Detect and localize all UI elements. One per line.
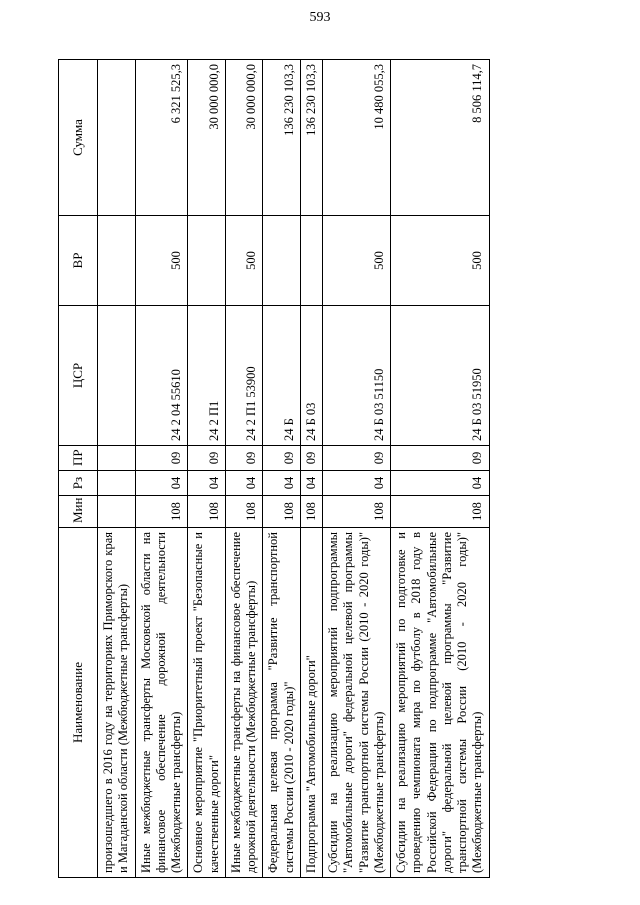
row-pr: 09 [323, 446, 391, 471]
row-pr: 09 [263, 446, 301, 471]
row-csr: 24 Б 03 51950 [391, 306, 490, 446]
row-vr [188, 216, 226, 306]
row-name: Иные межбюджетные трансферты Московской области на финансовое обеспечение дорожной деятельности (Межбюджетные трансферты) [135, 528, 188, 878]
row-csr: 24 2 П1 53900 [225, 306, 263, 446]
row-csr: 24 Б 03 51150 [323, 306, 391, 446]
row-csr: 24 2 04 55610 [135, 306, 188, 446]
row-sum: 8 506 114,7 [391, 60, 490, 216]
row-vr: 500 [323, 216, 391, 306]
row-vr [98, 216, 136, 306]
row-name: Основное мероприятие "Приоритетный проект "Безопасные и качественные дороги" [188, 528, 226, 878]
row-min: 108 [391, 496, 490, 528]
table-row [300, 60, 322, 878]
row-rz: 04 [323, 471, 391, 496]
row-name: произошедшего в 2016 году на территориях Приморского края и Магаданской области (Межбюджетные трансферты) [98, 528, 136, 878]
row-sum [98, 60, 136, 216]
row-pr: 09 [300, 446, 322, 471]
row-name: Федеральная целевая программа "Развитие транспортной системы России (2010 - 2020 годы)" [263, 528, 301, 878]
row-min: 108 [225, 496, 263, 528]
row-name: Субсидии на реализацию мероприятий по подготовке и проведению чемпионата мира по футболу в 2018 году в Российской Федерации по подпрограмме "Автомобильные дороги" федеральной целевой программы "Развитие транспортной системы России (2010 - 2020 годы)" (Межбюджетные трансферты) [391, 528, 490, 878]
row-sum: 30 000 000,0 [225, 60, 263, 216]
table-row [98, 60, 136, 878]
table-row [391, 60, 490, 878]
row-vr: 500 [391, 216, 490, 306]
row-pr [98, 446, 136, 471]
row-min: 108 [323, 496, 391, 528]
row-min: 108 [135, 496, 188, 528]
page-number: 593 [309, 10, 331, 25]
row-sum: 6 321 525,3 [135, 60, 188, 216]
row-vr [300, 216, 322, 306]
row-name: Подпрограмма "Автомобильные дороги" [300, 528, 322, 878]
header-rz: Рз [59, 471, 98, 496]
row-rz: 04 [300, 471, 322, 496]
row-rz: 04 [188, 471, 226, 496]
table-row [263, 60, 301, 878]
table-row [225, 60, 263, 878]
row-pr: 09 [188, 446, 226, 471]
row-min: 108 [263, 496, 301, 528]
row-vr: 500 [225, 216, 263, 306]
row-min: 108 [188, 496, 226, 528]
row-rz: 04 [263, 471, 301, 496]
header-vr: ВР [59, 216, 98, 306]
row-csr: 24 Б 03 [300, 306, 322, 446]
header-name: Наименование [59, 528, 98, 878]
table-header-row [59, 60, 98, 878]
row-vr: 500 [135, 216, 188, 306]
row-csr [98, 306, 136, 446]
header-sum: Сумма [59, 60, 98, 216]
row-min [98, 496, 136, 528]
row-pr: 09 [391, 446, 490, 471]
header-pr: ПР [59, 446, 98, 471]
row-rz [98, 471, 136, 496]
row-csr: 24 2 П1 [188, 306, 226, 446]
row-vr [263, 216, 301, 306]
row-name: Иные межбюджетные трансферты на финансовое обеспечение дорожной деятельности (Межбюджетные трансферты) [225, 528, 263, 878]
budget-table [58, 59, 490, 878]
row-min: 108 [300, 496, 322, 528]
row-rz: 04 [135, 471, 188, 496]
rotated-table-page [58, 60, 586, 878]
row-name: Субсидии на реализацию мероприятий подпрограммы "Автомобильные дороги" федеральной целевой программы "Развитие транспортной системы России (2010 - 2020 годы)" (Межбюджетные трансферты) [323, 528, 391, 878]
row-csr: 24 Б [263, 306, 301, 446]
table-row [135, 60, 188, 878]
table-row [188, 60, 226, 878]
row-rz: 04 [391, 471, 490, 496]
row-pr: 09 [225, 446, 263, 471]
header-csr: ЦСР [59, 306, 98, 446]
row-sum: 136 230 103,3 [263, 60, 301, 216]
table-row [323, 60, 391, 878]
row-sum: 10 480 055,3 [323, 60, 391, 216]
row-pr: 09 [135, 446, 188, 471]
row-sum: 136 230 103,3 [300, 60, 322, 216]
row-sum: 30 000 000,0 [188, 60, 226, 216]
row-rz: 04 [225, 471, 263, 496]
header-min: Мин [59, 496, 98, 528]
